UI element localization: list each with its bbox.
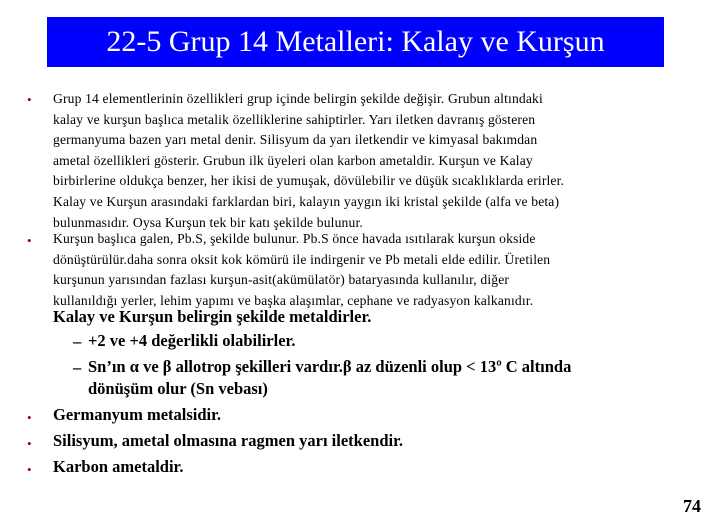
paragraph-2	[53, 229, 693, 311]
sub-item-allotropes	[88, 356, 571, 400]
paragraph-line: Kurşun başlıca galen, Pb.S, şekilde bulunur. Pb.S önce havada ısıtılarak kurşun okside	[53, 231, 536, 246]
paragraph-1	[53, 89, 693, 233]
paragraph-line: Grup 14 elementlerinin özellikleri grup içinde belirgin şekilde değişir. Grubun altındaki	[53, 91, 543, 106]
bold-statement: Kalay ve Kurşun belirgin şekilde metaldirler.	[53, 307, 372, 326]
bullet-marker: •	[27, 92, 32, 107]
sub-item-valence: +2 ve +4 değerlikli olabilirler.	[88, 331, 296, 350]
paragraph-line: dönüştürülür.daha sonra oksit kok kömürü ile indirgenir ve Pb metali elde edilir. Üretilen	[53, 251, 551, 267]
bullet-marker: •	[27, 436, 32, 451]
bullet-marker: •	[27, 462, 32, 477]
paragraph-line: birbirlerine oldukça benzer, her ikisi de yumuşak, dövülebilir ve düşük sıcaklıklarda erirler.	[53, 173, 565, 189]
bullet-carbon: Karbon ametaldir.	[53, 457, 184, 476]
paragraph-line: kurşunun yarısından fazlası kurşun-asit(akümülatör) bataryasında kullanılır, diğer	[53, 272, 510, 288]
sub-dash: –	[73, 332, 82, 351]
paragraph-line: germanyuma bazen yarı metal denir. Silisyum da yarı iletkendir ve kimyasal bakımdan	[53, 132, 538, 148]
bullet-marker: •	[27, 233, 32, 248]
sub-dash: –	[73, 358, 82, 377]
page-number: 74	[683, 496, 701, 516]
sub-item-allotropes-line2: dönüşüm olur (Sn vebası)	[88, 379, 268, 398]
bullet-silicon: Silisyum, ametal olmasına ragmen yarı iletkendir.	[53, 431, 404, 450]
paragraph-line: bulunmasıdır. Oysa Kurşun tek bir katı şekilde bulunur.	[53, 214, 363, 230]
paragraph-line: kullanıldığı yerler, lehim yapımı ve başka alaşımlar, cephane ve radyasyon kalkanıdır.	[53, 292, 534, 308]
paragraph-line: Kalay ve Kurşun arasındaki farklardan biri, kalayın yaygın iki kristal şekilde (alfa ve beta)	[53, 193, 560, 209]
paragraph-line: kalay ve kurşun başlıca metalik özelliklerine sahiptirler. Yarı iletken davranış gösteren	[53, 111, 536, 127]
bullet-marker: •	[27, 410, 32, 425]
slide-title: 22-5 Grup 14 Metalleri: Kalay ve Kurşun	[47, 17, 664, 67]
bullet-germanium: Germanyum metalsidir.	[53, 405, 222, 424]
sub-item-allotropes-line1: Sn’ın α ve β allotrop şekilleri vardır.β az düzenli olup < 13º C altında	[88, 357, 572, 376]
paragraph-line: ametal özellikleri gösterir. Grubun ilk üyeleri olan karbon ametaldir. Kurşun ve Kalay	[53, 152, 533, 168]
